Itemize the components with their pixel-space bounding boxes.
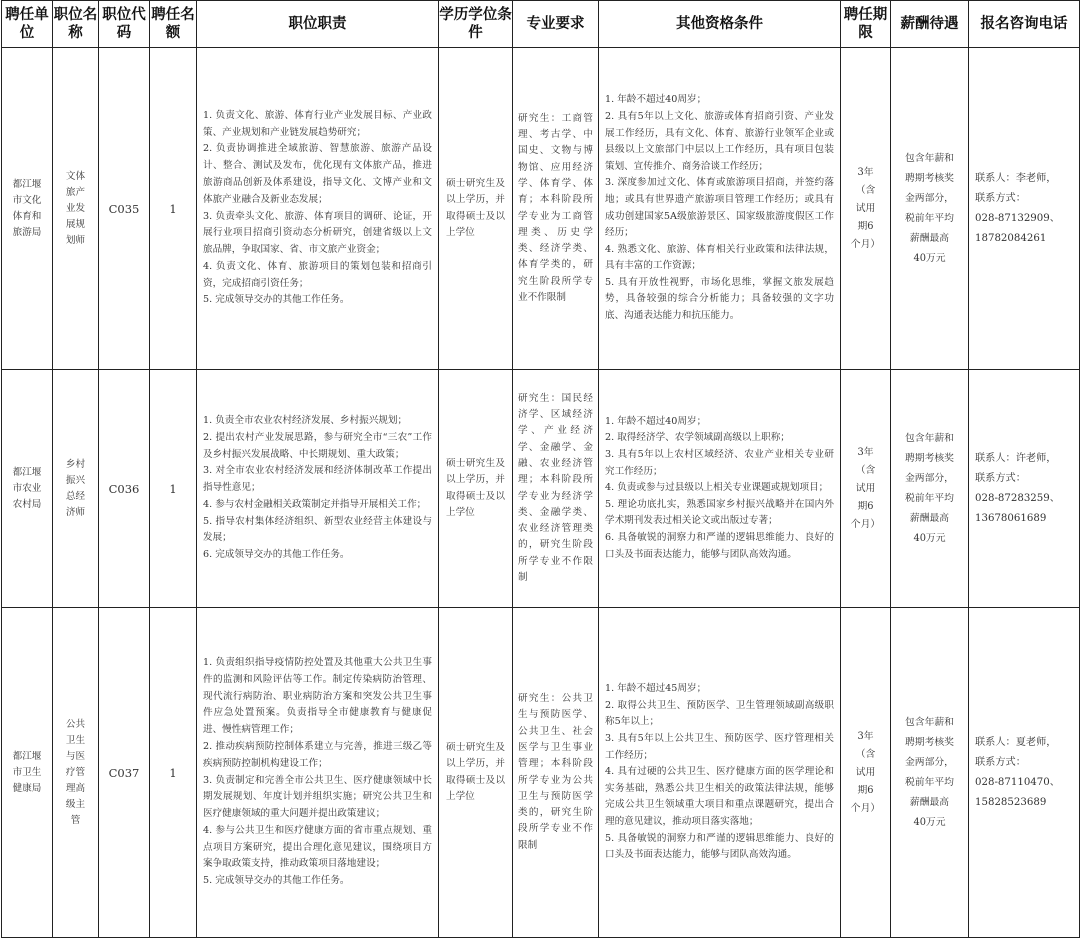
contact-cell-line: 028-87132909、 bbox=[975, 212, 1060, 224]
post-code-cell: C037 bbox=[99, 608, 150, 938]
header-post-code: 职位代码 bbox=[99, 1, 150, 48]
duties-cell-line: 5. 完成领导交办的其他工作任务。 bbox=[203, 294, 350, 306]
duties-cell bbox=[197, 370, 439, 608]
table-row bbox=[2, 608, 1080, 938]
table-row bbox=[2, 370, 1080, 608]
post-code-cell: C036 bbox=[99, 370, 150, 608]
term-cell-line: 期6 bbox=[857, 784, 874, 796]
duties-cell bbox=[197, 608, 439, 938]
post-code-cell: C035 bbox=[99, 48, 150, 370]
term-cell-line: 期6 bbox=[857, 220, 874, 232]
qualifications-cell-line: 2. 取得经济学、农学领域副高级以上职称； bbox=[605, 432, 790, 444]
duties-cell-line: 5. 完成领导交办的其他工作任务。 bbox=[203, 875, 350, 887]
salary-cell-line: 40万元 bbox=[913, 252, 946, 264]
education-cell: 硕士研究生及以上学历，并取得硕士及以上学位 bbox=[439, 608, 513, 938]
qualifications-cell-line: 5. 理论功底扎实，熟悉国家乡村振兴战略并在国内外学术期刊发表过相关论文或出版过专著； bbox=[605, 498, 834, 527]
contact-cell-line: 13678061689 bbox=[975, 512, 1047, 524]
qualifications-cell-line: 1. 年龄不超过40周岁； bbox=[605, 94, 707, 106]
contact-cell bbox=[969, 48, 1080, 370]
salary-cell-line: 薪酬最高 bbox=[909, 232, 950, 244]
major-cell: 研究生：公共卫生与预防医学、公共卫生、社会医学与卫生事业管理；本科阶段所学专业为公共卫生与预防医学类的，研究生阶段所学专业不作限制 bbox=[513, 608, 599, 938]
term-cell bbox=[841, 608, 891, 938]
salary-cell-line: 聘期考核奖 bbox=[905, 172, 954, 184]
header-education: 学历学位条件 bbox=[439, 1, 513, 48]
salary-cell-line: 税前年平均 bbox=[905, 776, 954, 788]
header-contact: 报名咨询电话 bbox=[969, 1, 1080, 48]
salary-cell-line: 薪酬最高 bbox=[909, 796, 950, 808]
salary-cell-line: 金两部分， bbox=[905, 472, 954, 484]
header-post-name: 职位名称 bbox=[53, 1, 99, 48]
recruitment-table bbox=[1, 0, 1080, 938]
header-unit: 聘任单位 bbox=[2, 1, 53, 48]
salary-cell-line: 40万元 bbox=[913, 532, 946, 544]
salary-cell-line: 包含年薪和 bbox=[905, 152, 954, 164]
contact-cell-line: 联系人：李老师， bbox=[975, 172, 1057, 184]
qualifications-cell-line: 1. 年龄不超过40周岁； bbox=[605, 415, 707, 427]
unit-cell: 都江堰市文化体育和旅游局 bbox=[2, 48, 53, 370]
qualifications-cell-line: 4. 负责或参与过县级以上相关专业课题或规划项目； bbox=[605, 482, 829, 494]
header-qualifications: 其他资格条件 bbox=[599, 1, 841, 48]
duties-cell-line: 1. 负责组织指导疫情防控处置及其他重大公共卫生事件的监测和风险评估等工作。制定传染病防治管理、现代流行病防治、职业病防治方案和突发公共卫生事件应急处置预案。负责指导全市健康教育与健康促进、慢性病管理工作； bbox=[203, 656, 432, 736]
salary-cell-line: 40万元 bbox=[913, 816, 946, 828]
qualifications-cell-line: 3. 深度参加过文化、体育或旅游项目招商，并签约落地；或具有世界遗产旅游项目管理工作经历；或具有成功创建国家5A级旅游景区、国家级旅游度假区工作经历； bbox=[605, 177, 834, 239]
qualifications-cell-line: 2. 具有5年以上文化、旅游或体育招商引资、产业发展工作经历，具有文化、体育、旅游行业领军企业或县级以上文旅部门中层以上工作经历，具有项目包装策划、宣传推介、商务洽谈工作经历； bbox=[605, 110, 834, 172]
header-term: 聘任期限 bbox=[841, 1, 891, 48]
duties-cell-line: 4. 负责文化、体育、旅游项目的策划包装和招商引资，完成招商引资任务； bbox=[203, 260, 432, 289]
header-row bbox=[2, 1, 1080, 48]
qualifications-cell-line: 3. 具有5年以上公共卫生、预防医学、医疗管理相关工作经历； bbox=[605, 733, 834, 761]
duties-cell-line: 2. 负责协调推进全域旅游、智慧旅游、旅游产品设计、整合、测试及发布，优化现有文体旅产品，推进旅游商品创新及体系建设，指导文化、文博产业和文体旅产业融合及新业态发展； bbox=[203, 143, 432, 205]
term-cell-line: 3年 bbox=[857, 730, 874, 742]
unit-cell: 都江堰市农业农村局 bbox=[2, 370, 53, 608]
contact-cell-line: 联系方式： bbox=[975, 192, 1026, 204]
duties-cell-line: 2. 推动疾病预防控制体系建立与完善，推进三级乙等疾病预防控制机构建设工作； bbox=[203, 740, 432, 769]
term-cell-line: 个月） bbox=[850, 238, 881, 250]
salary-cell-line: 金两部分， bbox=[905, 756, 954, 768]
duties-cell-line: 2. 提出农村产业发展思路，参与研究全市“三农”工作及乡村振兴发展战略、中长期规划、重大政策； bbox=[203, 431, 432, 460]
salary-cell bbox=[891, 370, 969, 608]
salary-cell-line: 金两部分， bbox=[905, 192, 954, 204]
contact-cell-line: 028-87283259、 bbox=[975, 492, 1060, 504]
contact-cell-line: 15828523689 bbox=[975, 796, 1047, 808]
unit-cell: 都江堰市卫生健康局 bbox=[2, 608, 53, 938]
salary-cell-line: 税前年平均 bbox=[905, 492, 954, 504]
post-name-cell: 公共卫生与医疗管理高级主管 bbox=[53, 608, 99, 938]
term-cell-line: 3年 bbox=[857, 446, 874, 458]
term-cell-line: （含 bbox=[855, 748, 876, 760]
salary-cell bbox=[891, 608, 969, 938]
term-cell-line: （含 bbox=[855, 464, 876, 476]
salary-cell-line: 聘期考核奖 bbox=[905, 736, 954, 748]
contact-cell-line: 18782084261 bbox=[975, 232, 1047, 244]
contact-cell-line: 联系方式： bbox=[975, 472, 1026, 484]
duties-cell-line: 4. 参与公共卫生和医疗健康方面的省市重点规划、重点项目方案研究，提出合理化意见建议，围绕项目方案争取政策支持，推动政策项目落地建设； bbox=[203, 824, 432, 870]
duties-cell-line: 6. 完成领导交办的其他工作任务。 bbox=[203, 549, 350, 561]
quota-cell: 1 bbox=[150, 48, 197, 370]
duties-cell bbox=[197, 48, 439, 370]
salary-cell-line: 包含年薪和 bbox=[905, 432, 954, 444]
header-quota: 聘任名额 bbox=[150, 1, 197, 48]
qualifications-cell-line: 5. 具备敏锐的洞察力和严谨的逻辑思维能力、良好的口头及书面表达能力，能够与团队高效沟通。 bbox=[605, 832, 834, 861]
qualifications-cell bbox=[599, 370, 841, 608]
term-cell-line: 个月） bbox=[850, 518, 881, 530]
qualifications-cell-line: 2. 取得公共卫生、预防医学、卫生管理领域副高级职称5年以上； bbox=[605, 699, 834, 728]
term-cell-line: 试用 bbox=[855, 766, 876, 778]
duties-cell-line: 3. 对全市农业农村经济发展和经济体制改革工作提出指导性意见； bbox=[203, 465, 432, 494]
salary-cell-line: 薪酬最高 bbox=[909, 512, 950, 524]
qualifications-cell bbox=[599, 608, 841, 938]
major-cell: 研究生：国民经济学、区域经济学、产业经济学、金融学、金融、农业经济管理；本科阶段所学专业为经济学类、金融学类、农业经济管理类的，研究生阶段所学专业不作限制 bbox=[513, 370, 599, 608]
term-cell bbox=[841, 370, 891, 608]
qualifications-cell-line: 3. 具有5年以上农村区域经济、农业产业相关专业研究工作经历； bbox=[605, 449, 834, 477]
major-cell: 研究生：工商管理、考古学、中国史、文物与博物馆、应用经济学、体育学、体育；本科阶段所学专业为工商管理类、历史学类、经济学类、体育学类的，研究生阶段所学专业不作限制 bbox=[513, 48, 599, 370]
qualifications-cell-line: 4. 具有过硬的公共卫生、医疗健康方面的医学理论和实务基础，熟悉公共卫生相关的政策法律法规，能够完成公共卫生领域重大项目和重点课题研究，提出合理的意见建议，推动项目落实落地； bbox=[605, 766, 834, 827]
duties-cell-line: 1. 负责文化、旅游、体育行业产业发展目标、产业政策、产业规划和产业链发展趋势研究； bbox=[203, 109, 432, 138]
header-major: 专业要求 bbox=[513, 1, 599, 48]
duties-cell-line: 5. 指导农村集体经济组织、新型农业经营主体建设与发展； bbox=[203, 515, 432, 544]
salary-cell bbox=[891, 48, 969, 370]
duties-cell-line: 4. 参与农村金融相关政策制定并指导开展相关工作； bbox=[203, 498, 427, 510]
term-cell-line: 个月） bbox=[850, 802, 881, 814]
duties-cell-line: 3. 负责牵头文化、旅游、体育项目的调研、论证，开展行业项目招商引资动态分析研究，创建省级以上文旅品牌，争取国家、省、市文旅产业资金； bbox=[203, 210, 432, 256]
qualifications-cell-line: 5. 具有开放性视野，市场化思维，掌握文旅发展趋势，具备较强的综合分析能力；具备较强的文字功底、沟通表达能力和抗压能力。 bbox=[605, 276, 834, 322]
contact-cell-line: 联系人：夏老师， bbox=[975, 736, 1057, 748]
quota-cell: 1 bbox=[150, 370, 197, 608]
post-name-cell: 乡村振兴总经济师 bbox=[53, 370, 99, 608]
contact-cell bbox=[969, 608, 1080, 938]
term-cell-line: 期6 bbox=[857, 500, 874, 512]
term-cell bbox=[841, 48, 891, 370]
duties-cell-line: 3. 负责制定和完善全市公共卫生、医疗健康领域中长期发展规划、年度计划并组织实施；研究公共卫生和医疗健康领域的重大问题并提出政策建议； bbox=[203, 774, 432, 820]
salary-cell-line: 包含年薪和 bbox=[905, 716, 954, 728]
salary-cell-line: 税前年平均 bbox=[905, 212, 954, 224]
qualifications-cell-line: 1. 年龄不超过45周岁； bbox=[605, 683, 707, 695]
qualifications-cell-line: 4. 熟悉文化、旅游、体育相关行业政策和法律法规，具有丰富的工作资源； bbox=[605, 243, 834, 272]
term-cell-line: 试用 bbox=[855, 202, 876, 214]
term-cell-line: （含 bbox=[855, 184, 876, 196]
duties-cell-line: 1. 负责全市农业农村经济发展、乡村振兴规划； bbox=[203, 414, 408, 426]
table-row bbox=[2, 48, 1080, 370]
contact-cell-line: 028-87110470、 bbox=[975, 776, 1060, 788]
qualifications-cell-line: 6. 具备敏锐的洞察力和严谨的逻辑思维能力、良好的口头及书面表达能力，能够与团队高效沟通。 bbox=[605, 531, 834, 560]
term-cell-line: 试用 bbox=[855, 482, 876, 494]
education-cell: 硕士研究生及以上学历，并取得硕士及以上学位 bbox=[439, 48, 513, 370]
education-cell: 硕士研究生及以上学历，并取得硕士及以上学位 bbox=[439, 370, 513, 608]
post-name-cell: 文体旅产业发展规划师 bbox=[53, 48, 99, 370]
header-duties: 职位职责 bbox=[197, 1, 439, 48]
contact-cell-line: 联系人：许老师， bbox=[975, 452, 1057, 464]
term-cell-line: 3年 bbox=[857, 166, 874, 178]
qualifications-cell bbox=[599, 48, 841, 370]
contact-cell-line: 联系方式： bbox=[975, 756, 1026, 768]
quota-cell: 1 bbox=[150, 608, 197, 938]
contact-cell bbox=[969, 370, 1080, 608]
salary-cell-line: 聘期考核奖 bbox=[905, 452, 954, 464]
header-salary: 薪酬待遇 bbox=[891, 1, 969, 48]
